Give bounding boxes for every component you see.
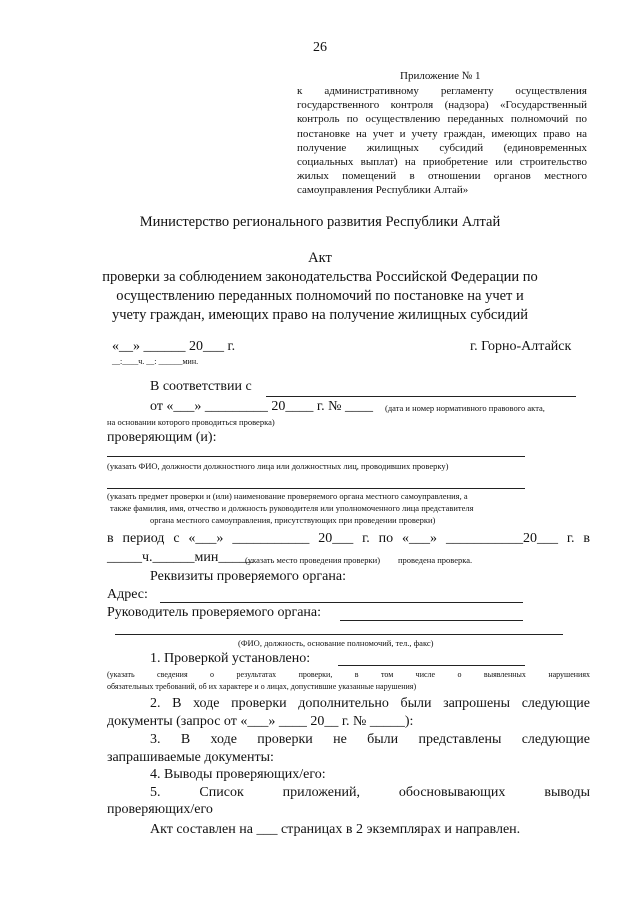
ministry-name: Министерство регионального развития Республики Алтай [139, 214, 501, 230]
head-extra-blank [115, 634, 563, 635]
item-1-blank [338, 665, 525, 666]
subject-blank [107, 488, 525, 489]
appendix-title: Приложение № 1 [400, 70, 481, 82]
accordance-label: В соответствии с [150, 379, 252, 394]
act-time: __:____ч. __: ______мин. [112, 357, 199, 366]
inspectors-blank [107, 456, 525, 457]
item-2-line-2: документы (запрос от «___» ____ 20__ г. № _____): [107, 714, 414, 729]
legal-act-note2: на основании которого проводиться проверка) [107, 417, 275, 427]
item-1-note-1: (указать сведения о результатах проверки, в том числе о выявленных нарушениях [107, 670, 590, 679]
item-2-line-1: 2. В ходе проверки дополнительно были запрошены следующие [150, 696, 590, 711]
address-label: Адрес: [107, 587, 148, 602]
period-time: _____ч.______мин_____ [107, 550, 254, 565]
item-5-line-1: 5. Список приложений, обосновывающих выводы [150, 785, 590, 800]
act-date: «__» ______ 20___ г. [112, 339, 236, 354]
period-line: в период с «___» ___________ 20___ г. по «___» ___________20___ г. в [107, 531, 590, 546]
period-place-note: (указать место проведения проверки) [245, 555, 381, 565]
inspectors-label: проверяющим (и): [107, 430, 217, 445]
final-line: Акт составлен на ___ страницах в 2 экземплярах и направлен. [150, 822, 521, 837]
item-3-line-2: запрашиваемые документы: [107, 750, 274, 765]
act-subtitle: проверки за соблюдением законодательства Российской Федерации по осуществлению переданных полномочий по постановке на учет и учету граждан, имеющих право на получение жилищных субсидий [102, 269, 538, 323]
address-blank [160, 602, 523, 603]
subject-note-3: органа местного самоуправления, присутствующих при проведении проверки) [150, 515, 436, 525]
accordance-blank [266, 396, 576, 397]
subject-note-2: также фамилия, имя, отчество и должность руководителя или уполномоченного лица представителя [110, 503, 474, 513]
head-note: (ФИО, должность, основание полномочий, тел., факс) [238, 638, 434, 648]
inspectors-note: (указать ФИО, должности должностного лица или должностных лиц, проводивших проверку) [107, 461, 449, 471]
subject-note-1: (указать предмет проверки и (или) наименование проверяемого органа местного самоуправления, а [107, 491, 468, 501]
requisites-label: Реквизиты проверяемого органа: [150, 569, 346, 584]
act-city: г. Горно-Алтайск [470, 339, 572, 354]
act-title: Акт [308, 250, 332, 266]
head-blank [340, 620, 523, 621]
legal-act-note: (дата и номер нормативного правового акта, [385, 403, 545, 413]
item-1: 1. Проверкой установлено: [150, 651, 311, 666]
page-number: 26 [313, 40, 327, 55]
item-3-line-1: 3. В ходе проверки не были представлены следующие [150, 732, 590, 747]
item-4: 4. Выводы проверяющих/его: [150, 767, 326, 782]
appendix-text: к административному регламенту осуществления государственного контроля (надзора) «Государственный контроль по осуществлению переданных полномочий по постановке на учет и учету граждан, имеющих право на получение жилищных субсидий (единовременных социальных выплат) на приобретение или строительство жилых помещений в отношении органов местного самоуправления Республики Алтай» [297, 85, 587, 197]
legal-act-line: от «___» _________ 20____ г. № ____ [150, 399, 373, 414]
item-5-line-2: проверяющих/его [107, 802, 213, 817]
item-1-note-2: обязательных требований, об их характере и о лицах, допустившие указанные нарушения) [107, 682, 417, 691]
head-label: Руководитель проверяемого органа: [107, 605, 321, 620]
period-done: проведена проверка. [398, 555, 473, 565]
